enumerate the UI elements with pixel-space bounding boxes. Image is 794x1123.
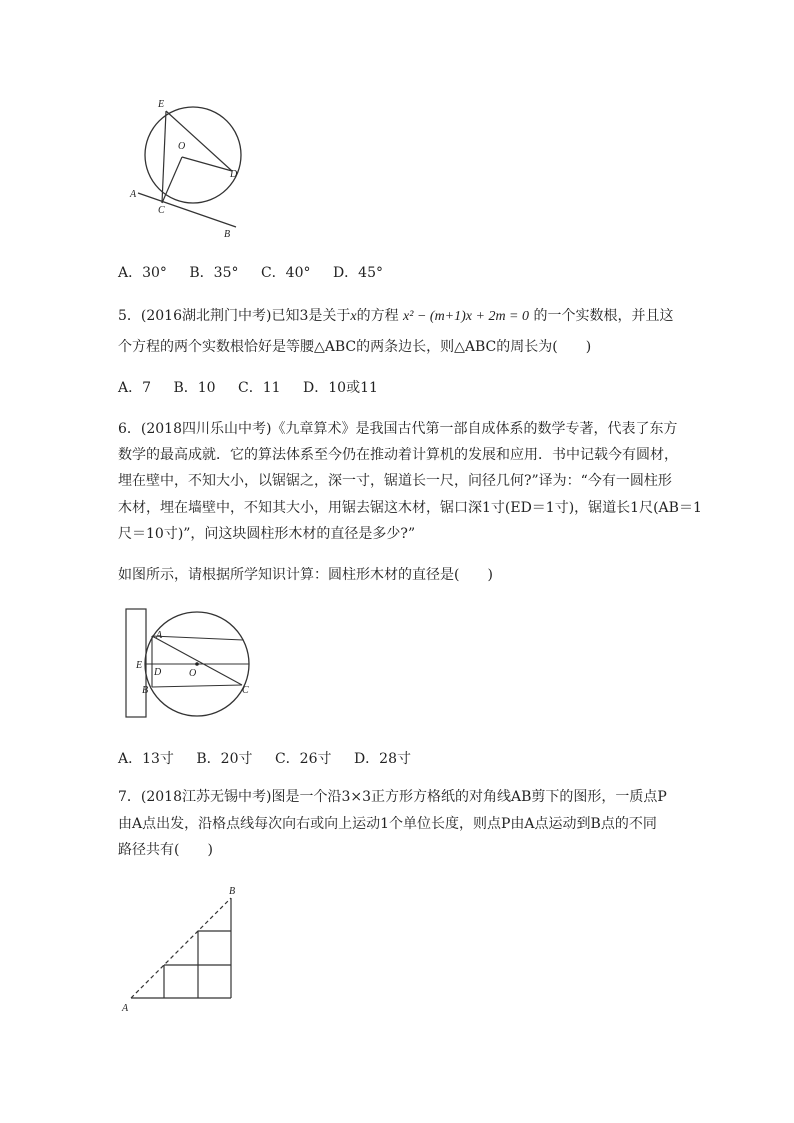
grid-path-figure [118, 883, 248, 1018]
label-b: B [142, 685, 149, 696]
label-e: E [136, 660, 143, 671]
center-dot [195, 662, 199, 666]
label-c: C [158, 205, 165, 216]
label-o: O [178, 141, 186, 152]
line-b-c [152, 685, 242, 687]
q5-option-c[interactable]: C．11 [238, 380, 281, 396]
wood-in-wall-figure [118, 605, 263, 720]
q6-line-1: 6．(2018四川乐山中考)《九章算术》是我国古代第一部自成体系的数学专著，代表了东方 [118, 421, 678, 437]
q7-line-1: 7．(2018江苏无锡中考)图是一个沿3×3正方形方格纸的对角线AB剪下的图形，一质点P [118, 789, 667, 805]
label-a: A [156, 630, 163, 641]
line-a-top [152, 636, 243, 640]
q5-line-1 [118, 307, 673, 326]
q7-line-2: 由A点出发，沿格点线每次向右或向上运动1个单位长度，则点P由A点运动到B点的不同 [118, 816, 657, 832]
q6-line-4: 木材，埋在墙壁中，不知其大小，用锯去锯这木材，锯口深1寸(ED＝1寸)，锯道长1尺(AB＝1 [118, 500, 702, 516]
q6-option-b[interactable]: B．20寸 [196, 751, 253, 767]
q4-option-a[interactable]: A．30° [118, 265, 167, 281]
q5-option-d[interactable]: D．10或11 [303, 380, 378, 396]
q4-option-c[interactable]: C．40° [260, 265, 311, 281]
label-c: C [242, 685, 249, 696]
label-b: B [224, 229, 231, 240]
q6-line-2: 数学的最高成就．它的算法体系至今仍在推动着计算机的发展和应用．书中记载今有圆材， [118, 447, 678, 463]
q4-options [118, 262, 401, 282]
q4-option-d[interactable]: D．45° [332, 265, 383, 281]
line-a-c [152, 636, 242, 685]
segment-oc [162, 157, 182, 203]
q6-option-a[interactable]: A．13寸 [118, 751, 174, 767]
q5-options [118, 377, 396, 397]
q4-option-b[interactable]: B．35° [189, 265, 239, 281]
q5-line1-mid: 的方程 [356, 308, 399, 324]
q5-line1-suffix: 的一个实数根，并且这 [533, 308, 674, 324]
diagonal-ab [131, 898, 231, 998]
q5-line-2: 个方程的两个实数根恰好是等腰△ABC的两条边长，则△ABC的周长为( ) [118, 339, 592, 355]
label-b: B [229, 886, 236, 897]
label-e: E [158, 99, 165, 110]
label-d: D [154, 667, 162, 678]
circle-tangent-figure [118, 95, 258, 240]
q5-var-x: x [350, 309, 357, 324]
q5-option-a[interactable]: A．7 [118, 380, 152, 396]
q5-line1-prefix: 5．(2016湖北荆门中考)已知3是关于 [118, 308, 351, 324]
q7-line-3: 路径共有( ) [118, 842, 213, 858]
circle [145, 107, 241, 203]
q6-prompt: 如图所示，请根据所学知识计算：圆柱形木材的直径是( ) [118, 567, 493, 583]
label-a: A [122, 1003, 129, 1014]
q6-line-3: 埋在壁中，不知大小，以锯锯之，深一寸，锯道长一尺，问径几何?”译为：“今有一圆柱形 [118, 473, 672, 489]
label-d: D [230, 169, 238, 180]
chord-ec [162, 111, 166, 203]
label-o: O [189, 668, 197, 679]
label-a: A [130, 189, 137, 200]
q5-option-b[interactable]: B．10 [173, 380, 216, 396]
q6-options [118, 748, 429, 768]
q6-option-c[interactable]: C．26寸 [274, 751, 332, 767]
q6-option-d[interactable]: D．28寸 [353, 751, 411, 767]
q6-line-5: 尺＝10寸)”，问这块圆柱形木材的直径是多少?” [118, 526, 416, 542]
tangent-line [138, 193, 236, 227]
q5-equation: x² − (m+1)x + 2m = 0 [403, 309, 530, 324]
